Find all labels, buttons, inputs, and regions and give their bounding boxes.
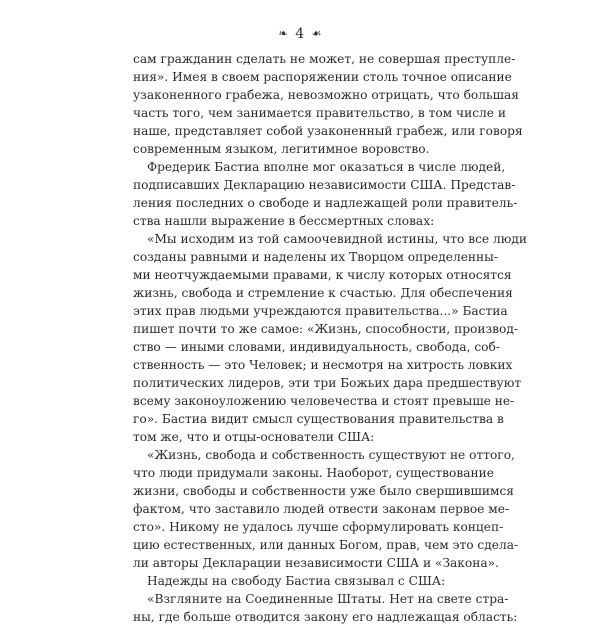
text-line: узаконенного грабежа, невозможно отрицать, что большая — [133, 88, 519, 102]
text-line: Надежды на свободу Бастиа связывал с США: — [147, 574, 446, 588]
text-line: пишет почти то же самое: «Жизнь, способности, производ- — [133, 322, 518, 336]
text-line: созданы равными и наделены их Творцом определенны- — [133, 250, 499, 264]
ornament-left-icon: ❧ — [278, 27, 288, 40]
text-line: жизнь, свобода и стремление к счастью. Для обеспечения — [133, 286, 513, 300]
text-line: современным языком, легитимное воровство. — [133, 142, 430, 156]
text-line: что люди придумали законы. Наоборот, существование — [133, 466, 494, 480]
text-line: ления последних о свободе и надлежащей роли правитель- — [133, 196, 518, 210]
text-line: Фредерик Бастиа вполне мог оказаться в числе людей, — [147, 160, 506, 174]
text-line: ния». Имея в своем распоряжении столь точное описание — [133, 70, 512, 84]
text-line: этих прав людьми учреждаются правительства...» Бастиа — [133, 304, 508, 318]
text-line: сам гражданин сделать не может, не совершая преступле- — [133, 52, 516, 66]
text-line: сто». Никому не удалось лучше сформулировать концеп- — [133, 520, 504, 534]
text-line: всему законоуложению человечества и стоят превыше не- — [133, 394, 515, 408]
text-line: ли авторы Декларации независимости США и «Закона». — [133, 556, 499, 570]
ornament-right-icon: ☙ — [311, 27, 322, 40]
text-line: наше, представляет собой узаконенный грабеж, или говоря — [133, 124, 523, 138]
text-line: жизни, свободы и собственности уже было свершившимся — [133, 484, 514, 498]
text-line: ство — иными словами, индивидуальность, свобода, соб- — [133, 340, 500, 354]
text-line: ми неотчуждаемыми правами, к числу которых относятся — [133, 268, 512, 282]
text-line: «Мы исходим из той самоочевидной истины, что все люди — [147, 232, 527, 246]
page-number: 4 — [295, 26, 305, 42]
text-line: часть того, чем занимается правительство, в том числе и — [133, 106, 506, 120]
text-line: «Жизнь, свобода и собственность существуют не оттого, — [147, 448, 515, 462]
body-text — [133, 50, 527, 626]
text-line: ны, где больше отводится закону его надлежащая область: — [133, 610, 518, 624]
text-line: ства нашли выражение в бессмертных словах: — [133, 214, 435, 228]
text-line: фактом, что заставило людей отвести законам первое ме- — [133, 502, 510, 516]
text-line: подписавших Декларацию независимости США. Представ- — [133, 178, 516, 192]
page-header — [0, 26, 600, 42]
text-line: ственность — это Человек; и несмотря на хитрость ловких — [133, 358, 513, 372]
text-line: го». Бастиа видит смысл существования правительства в — [133, 412, 504, 426]
text-line: том же, что и отцы-основатели США: — [133, 430, 375, 444]
text-line: «Взгляните на Соединенные Штаты. Нет на свете стра- — [147, 592, 509, 606]
text-line: цию естественных, или данных Богом, прав, чем это сдела- — [133, 538, 519, 552]
text-line: политических лидеров, эти три Божьих дара предшествуют — [133, 376, 522, 390]
